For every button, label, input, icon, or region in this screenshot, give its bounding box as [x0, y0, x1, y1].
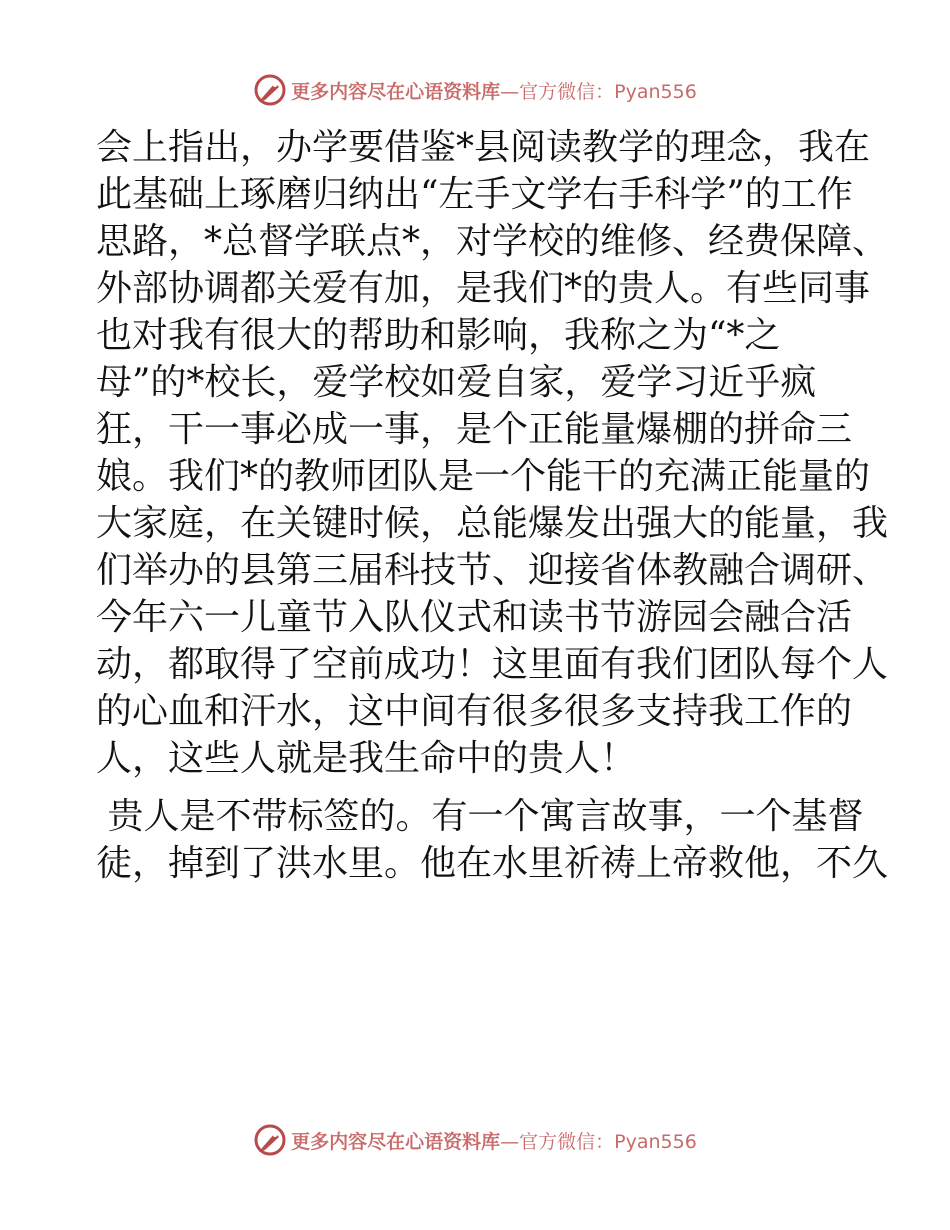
- text-line: 大家庭，在关键时候，总能爆发出强大的能量，我: [96, 503, 889, 544]
- watermark-main: 更多内容尽在心语资料库: [291, 1130, 501, 1153]
- text-line: 今年六一儿童节入队仪式和读书节游园会融合活: [96, 597, 853, 638]
- text-line: 外部协调都关爱有加，是我们*的贵人。有些同事: [96, 268, 871, 309]
- text-line: 会上指出，办学要借鉴*县阅读教学的理念，我在: [96, 127, 871, 168]
- text-line: 贵人是不带标签的。有一个寓言故事，一个基督: [96, 796, 864, 837]
- pen-nib-logo-icon: [253, 1123, 287, 1157]
- watermark-wechat: 官方微信：Pyan556: [519, 80, 697, 103]
- text-line: 徒，掉到了洪水里。他在水里祈祷上帝救他，不久: [96, 843, 889, 884]
- pen-nib-logo-icon: [253, 73, 287, 107]
- watermark-dash: —: [500, 1130, 520, 1153]
- text-line: 动，都取得了空前成功！这里面有我们团队每个人: [96, 644, 889, 685]
- watermark-wechat: 官方微信：Pyan556: [519, 1130, 697, 1153]
- header-watermark: [0, 72, 950, 108]
- watermark-text: [291, 77, 697, 104]
- text-line: 思路，*总督学联点*，对学校的维修、经费保障、: [96, 221, 889, 262]
- document-body: [96, 124, 889, 887]
- text-line: 此基础上琢磨归纳出“左手文学右手科学”的工作: [96, 174, 853, 215]
- text-line: 母”的*校长，爱学校如爱自家，爱学习近乎疯: [96, 362, 817, 403]
- text-line: 们举办的县第三届科技节、迎接省体教融合调研、: [96, 550, 889, 591]
- watermark-text: [291, 1127, 697, 1154]
- text-line: 也对我有很大的帮助和影响，我称之为“*之: [96, 315, 781, 356]
- paragraph-1: [96, 124, 889, 782]
- text-line: 的心血和汗水，这中间有很多很多支持我工作的: [96, 691, 853, 732]
- text-line: 狂，干一事必成一事，是个正能量爆棚的拼命三: [96, 409, 853, 450]
- paragraph-2: [96, 793, 889, 887]
- text-line: 人，这些人就是我生命中的贵人！: [96, 738, 637, 779]
- watermark-dash: —: [500, 80, 520, 103]
- watermark-main: 更多内容尽在心语资料库: [291, 80, 501, 103]
- footer-watermark: [0, 1122, 950, 1158]
- text-line: 娘。我们*的教师团队是一个能干的充满正能量的: [96, 456, 871, 497]
